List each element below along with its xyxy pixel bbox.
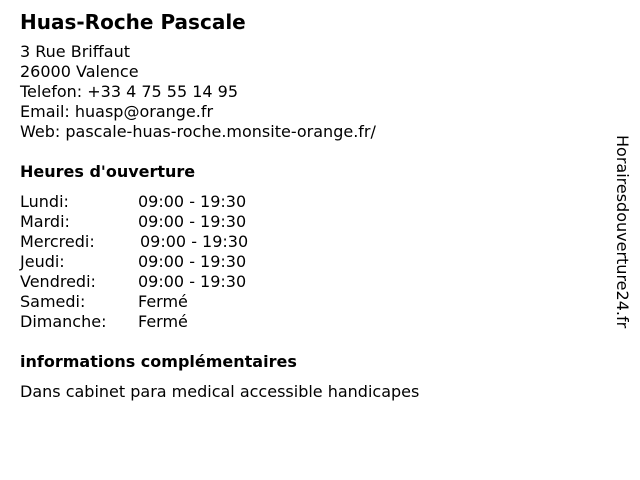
website-address: Web: pascale-huas-roche.monsite-orange.fr/ — [20, 122, 376, 141]
address-city: 26000 Valence — [20, 62, 139, 81]
hours-row-wednesday — [20, 232, 600, 252]
business-card — [20, 8, 600, 402]
business-name: Huas-Roche Pascale — [20, 10, 246, 34]
day-label: Samedi: — [20, 292, 86, 311]
hours-row-sunday — [20, 312, 600, 332]
hours-row-saturday — [20, 292, 600, 312]
phone-number: Telefon: +33 4 75 55 14 95 — [20, 82, 239, 101]
day-label: Mardi: — [20, 212, 70, 231]
email-address: Email: huasp@orange.fr — [20, 102, 214, 121]
hours-row-friday — [20, 272, 600, 292]
hours-row-tuesday — [20, 212, 600, 232]
day-label: Lundi: — [20, 192, 69, 211]
opening-hours-heading: Heures d'ouverture — [20, 162, 196, 181]
day-label: Vendredi: — [20, 272, 96, 291]
time-value: Fermé — [138, 312, 188, 331]
time-value: 09:00 - 19:30 — [138, 192, 247, 211]
time-value: 09:00 - 19:30 — [138, 252, 247, 271]
additional-info-text: Dans cabinet para medical accessible handicapes — [20, 382, 420, 401]
address-street: 3 Rue Briffaut — [20, 42, 130, 61]
hours-row-monday — [20, 192, 600, 212]
additional-info-heading: informations complémentaires — [20, 352, 297, 371]
day-label: Dimanche: — [20, 312, 107, 331]
time-value: 09:00 - 19:30 — [138, 272, 247, 291]
site-watermark: Horairesdouverture24.fr — [613, 135, 632, 329]
time-value: 09:00 - 19:30 — [140, 232, 249, 251]
day-label: Jeudi: — [20, 252, 65, 271]
day-label: Mercredi: — [20, 232, 95, 251]
time-value: Fermé — [138, 292, 188, 311]
time-value: 09:00 - 19:30 — [138, 212, 247, 231]
hours-row-thursday — [20, 252, 600, 272]
